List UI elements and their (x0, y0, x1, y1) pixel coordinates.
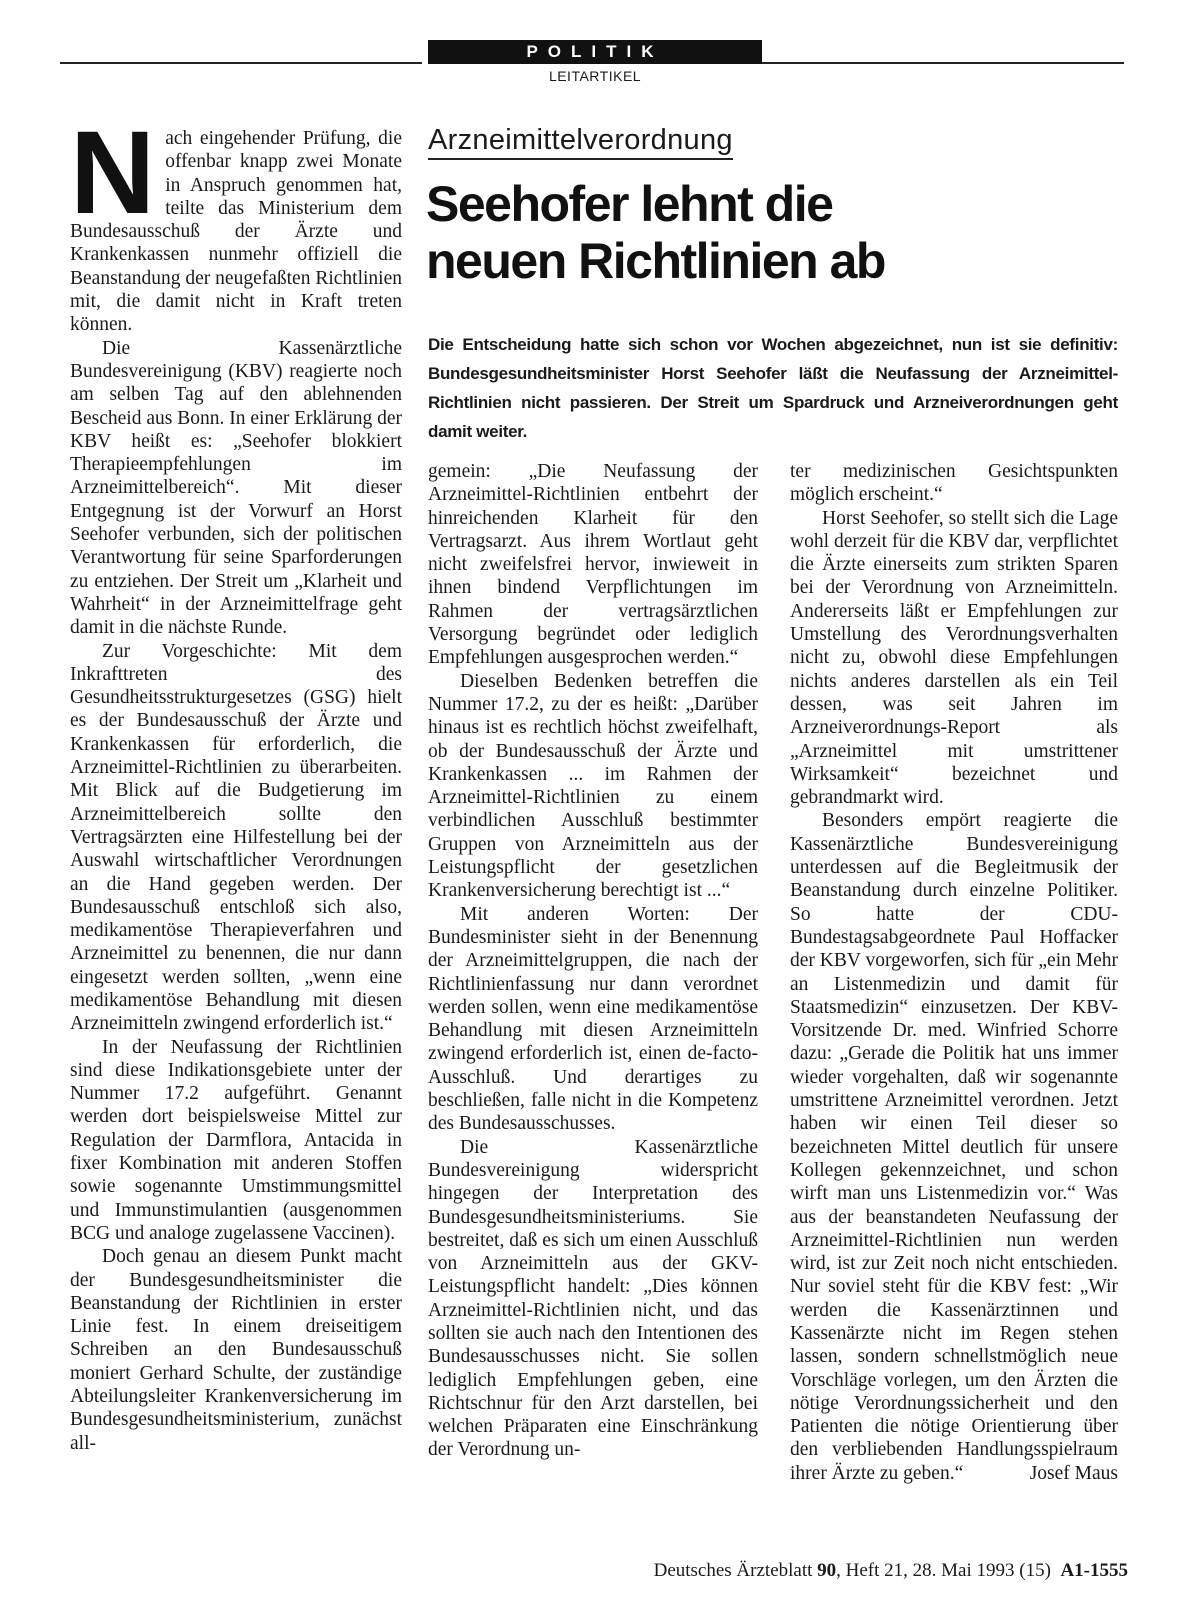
paragraph: Die Kassenärztliche Bundesvereinigung widerspricht hingegen der Interpretation des Bundesgesundheitsministeriums. Sie bestreitet, daß es sich um einen Ausschluß von Arzneimitteln aus der GKV-Leistungspflicht handelt: „Dies können Arzneimittel-Richtlinien nicht, und das sollten sie auch nach den Intentionen des Bundesausschusses nicht. Sie sollen lediglich Empfehlungen geben, eine Richtschnur für den Arzt darstellen, bei welchen Präparaten eine Einschränkung der Verordnung un- (428, 1136, 758, 1461)
issue-info: , Heft 21, 28. Mai 1993 (15) (836, 1560, 1051, 1581)
article-kicker (428, 124, 1128, 157)
paragraph: Mit anderen Worten: Der Bundesminister sieht in der Benennung der Arzneimittelgruppen, die nach der Richtlinienfassung nur dann verordnet werden sollen, wenn eine medikamentöse Behandlung mit diesen Arzneimitteln zwingend erforderlich ist, einen de-facto-Ausschluß. Und derartiges zu beschließen, falle nicht in die Kompetenz des Bundesausschusses. (428, 903, 758, 1135)
header-rule-left (60, 62, 422, 64)
volume-number: 90 (817, 1560, 837, 1581)
header-rule-right (762, 62, 1124, 64)
article-column-2 (428, 460, 758, 1462)
subsection-label: LEITARTIKEL (548, 68, 642, 84)
headline-line-1: Seehofer lehnt die (426, 176, 833, 232)
article-column-1 (70, 107, 402, 1455)
section-label: POLITIK (428, 40, 762, 64)
paragraph: Zur Vorgeschichte: Mit dem Inkrafttreten des Gesundheitsstrukturgesetzes (GSG) hielt es der Bundesausschuß der Ärzte und Krankenkassen für erforderlich, die Arzneimittel-Richtlinien zu überarbeiten. Mit Blick auf die Budgetierung im Arzneimittelbereich sollte den Vertragsärzten eine Hilfestellung bei der Auswahl wirtschaftlicher Verordnungen an die Hand gegeben werden. Der Bundesausschuß entschloß sich also, medikamentöse Therapieverfahren und Arzneimittel zu benennen, die nur dann eingesetzt werden sollten, „wenn eine medikamentöse Behandlung mit diesen Arzneimitteln zwingend erforderlich ist.“ (70, 640, 402, 1035)
article-column-3 (790, 460, 1118, 1485)
paragraph-text: ach eingehender Prüfung, die offenbar knapp zwei Monate in Anspruch genommen hat, teilte das Ministerium dem Bundesausschuß der Ärzte und Krankenkassen nunmehr offiziell die Beanstandung der neugefaßten Richtlinien mit, die damit nicht in Kraft treten können. (70, 128, 402, 336)
kicker-text: Arzneimittelverordnung (428, 124, 733, 160)
paragraph (790, 809, 1118, 1485)
paragraph-text: Besonders empört reagierte die Kassenärztliche Bundesvereinigung unterdessen auf die Begleitmusik der Beanstandung durch einzelne Politiker. So hatte der CDU-Bundestagsabgeordnete Paul Hoffacker der KBV vorgeworfen, sich für „ein Mehr an Listenmedizin und damit für Staatsmedizin“ einzusetzen. Der KBV-Vorsitzende Dr. med. Winfried Schorre dazu: „Gerade die Politik hat uns immer wieder vorgehalten, daß wir sogenannte umstrittene Arzneimittel verordnen. Jetzt haben wir einen Teil dieser so bezeichneten Mittel deutlich für unsere Kollegen gekennzeichnet, und schon wirft man uns Listenmedizin vor.“ Was aus der beanstandeten Neufassung der Arzneimittel-Richtlinien nun werden wird, ist zur Zeit noch nicht entschieden. Nur soviel steht für die KBV fest: „Wir werden die Kassenärztinnen und Kassenärzte nicht im Regen stehen lassen, sondern schnellstmöglich neue Vorschläge vorlegen, um den Ärzten die nötige Verordnungssicherheit und den Patienten die nötige Orientierung über den verbliebenden Handlungsspielraum ihrer Ärzte zu geben.“ (790, 810, 1118, 1484)
article-lead: Die Entscheidung hatte sich schon vor Wochen abgezeichnet, nun ist sie definitiv: Bundesgesundheitsminister Horst Seehofer läßt die Neufassung der Arzneimittel-Richtlinien nicht passieren. Der Streit um Spardruck und Arzneiverordnungen geht damit weiter. (428, 335, 1118, 441)
paragraph: ter medizinischen Gesichtspunkten möglich erscheint.“ (790, 461, 1118, 506)
paragraph: Horst Seehofer, so stellt sich die Lage wohl derzeit für die KBV dar, verpflichtet die Ärzte einerseits zum strikten Sparen bei der Verordnung von Arzneimitteln. Andererseits läßt er Empfehlungen zur Umstellung des Verordnungsverhalten nicht zu, obwohl diese Empfehlungen nichts anderes darstellen als ein Teil dessen, was seit Jahren im Arzneiverordnungs-Report als „Arzneimittel mit umstrittener Wirksamkeit“ bezeichnet und gebrandmarkt wird. (790, 507, 1118, 809)
paragraph: Die Kassenärztliche Bundesvereinigung (KBV) reagierte noch am selben Tag auf den ablehnenden Bescheid aus Bonn. In einer Erklärung der KBV heißt es: „Seehofer blokkiert Therapieempfehlungen im Arzneimittelbereich“. Mit dieser Entgegnung ist der Vorwurf an Horst Seehofer verbunden, sich der politischen Verantwortung für seine Sparforderungen zu entziehen. Der Streit um „Klarheit und Wahrheit“ in der Arzneimittelfrage geht damit in die nächste Runde. (70, 337, 402, 639)
paragraph: Doch genau an diesem Punkt macht der Bundesgesundheitsminister die Beanstandung der Richtlinien in erster Linie fest. In einem dreiseitigem Schreiben an den Bundesausschuß moniert Gerhard Schulte, der zuständige Abteilungsleiter Krankenversicherung im Bundesgesundheitsministerium, zunächst all- (70, 1246, 402, 1454)
journal-name: Deutsches Ärzteblatt (653, 1560, 813, 1581)
headline-line-2: neuen Richtlinien ab (426, 233, 885, 289)
paragraph: gemein: „Die Neufassung der Arzneimittel-Richtlinien entbehrt der hinreichenden Klarheit für den Vertragsarzt. Aus ihrem Wortlaut geht nicht zweifelsfrei hervor, inwieweit in ihnen bindend Verpflichtungen im Rahmen der vertragsärztlichen Versorgung begründet oder lediglich Empfehlungen ausgesprochen werden.“ (428, 461, 758, 669)
paragraph (70, 107, 402, 337)
drop-cap: N (70, 107, 156, 239)
paragraph: In der Neufassung der Richtlinien sind diese Indikationsgebiete unter der Nummer 17.2 aufgeführt. Genannt werden dort beispielsweise Mittel zur Regulation der Darmflora, Antacida in fixer Kombination mit anderen Stoffen sowie sogenannte Umstimmungsmittel und Immunstimulantien (ausgenommen BCG und analoge zugelassene Vaccinen). (70, 1036, 402, 1244)
article-headline (426, 176, 1126, 290)
page-number: A1-1555 (1060, 1560, 1128, 1581)
paragraph: Dieselben Bedenken betreffen die Nummer 17.2, zu der es heißt: „Darüber hinaus ist es rechtlich höchst zweifelhaft, ob der Bundesausschuß der Ärzte und Krankenkassen ... im Rahmen der Arzneimittel-Richtlinien zu einem verbindlichen Ausschluß bestimmter Gruppen von Arzneimitteln aus der Leistungspflicht der gesetzlichen Krankenversicherung berechtigt ist ...“ (428, 670, 758, 902)
page-footer (560, 1560, 1128, 1582)
author-name: Josef Maus (1029, 1462, 1118, 1484)
